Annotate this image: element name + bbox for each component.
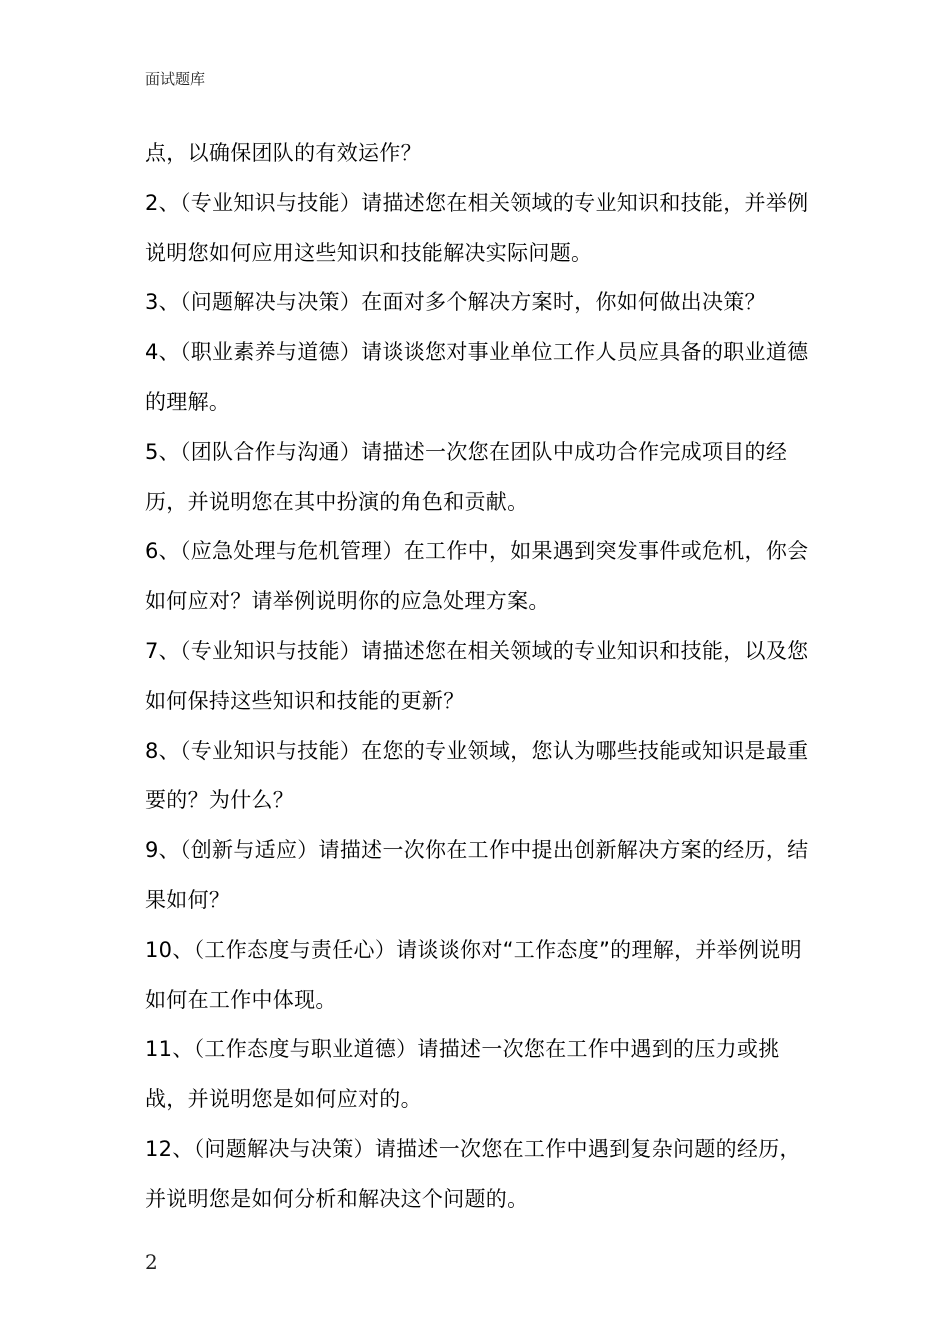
question-9: 9、（创新与适应）请描述一次你在工作中提出创新解决方案的经历，结果如何？ — [145, 838, 809, 912]
question-10: 10、（工作态度与责任心）请谈谈你对“工作态度”的理解，并举例说明如何在工作中体现。 — [145, 937, 802, 1012]
question-6: 6、（应急处理与危机管理）在工作中，如果遇到突发事件或危机，你会如何应对？请举例说明你的应急处理方案。 — [145, 539, 809, 614]
question-2: 2、（专业知识与技能）请描述您在相关领域的专业知识和技能，并举例说明您如何应用这些知识和技能解决实际问题。 — [145, 190, 809, 265]
question-4: 4、（职业素养与道德）请谈谈您对事业单位工作人员应具备的职业道德的理解。 — [145, 340, 809, 414]
question-3: 3、（问题解决与决策）在面对多个解决方案时，你如何做出决策？ — [145, 290, 766, 315]
question-7: 7、（专业知识与技能）请描述您在相关领域的专业知识和技能，以及您如何保持这些知识和技能的更新？ — [145, 638, 809, 713]
page-header: 面试题库 — [145, 70, 206, 88]
paragraph-continuation: 点，以确保团队的有效运作？ — [145, 141, 422, 165]
question-11: 11、（工作态度与职业道德）请描述一次您在工作中遇到的压力或挑战，并说明您是如何应对的。 — [145, 1037, 780, 1112]
question-5: 5、（团队合作与沟通）请描述一次您在团队中成功合作完成项目的经历，并说明您在其中扮演的角色和贡献。 — [145, 439, 788, 514]
page-number: 2 — [145, 1250, 158, 1274]
question-8: 8、（专业知识与技能）在您的专业领域，您认为哪些技能或知识是最重要的？为什么？ — [145, 738, 809, 813]
question-12: 12、（问题解决与决策）请描述一次您在工作中遇到复杂问题的经历，并说明您是如何分析和解决这个问题的。 — [145, 1136, 801, 1211]
document-body — [145, 129, 815, 1225]
